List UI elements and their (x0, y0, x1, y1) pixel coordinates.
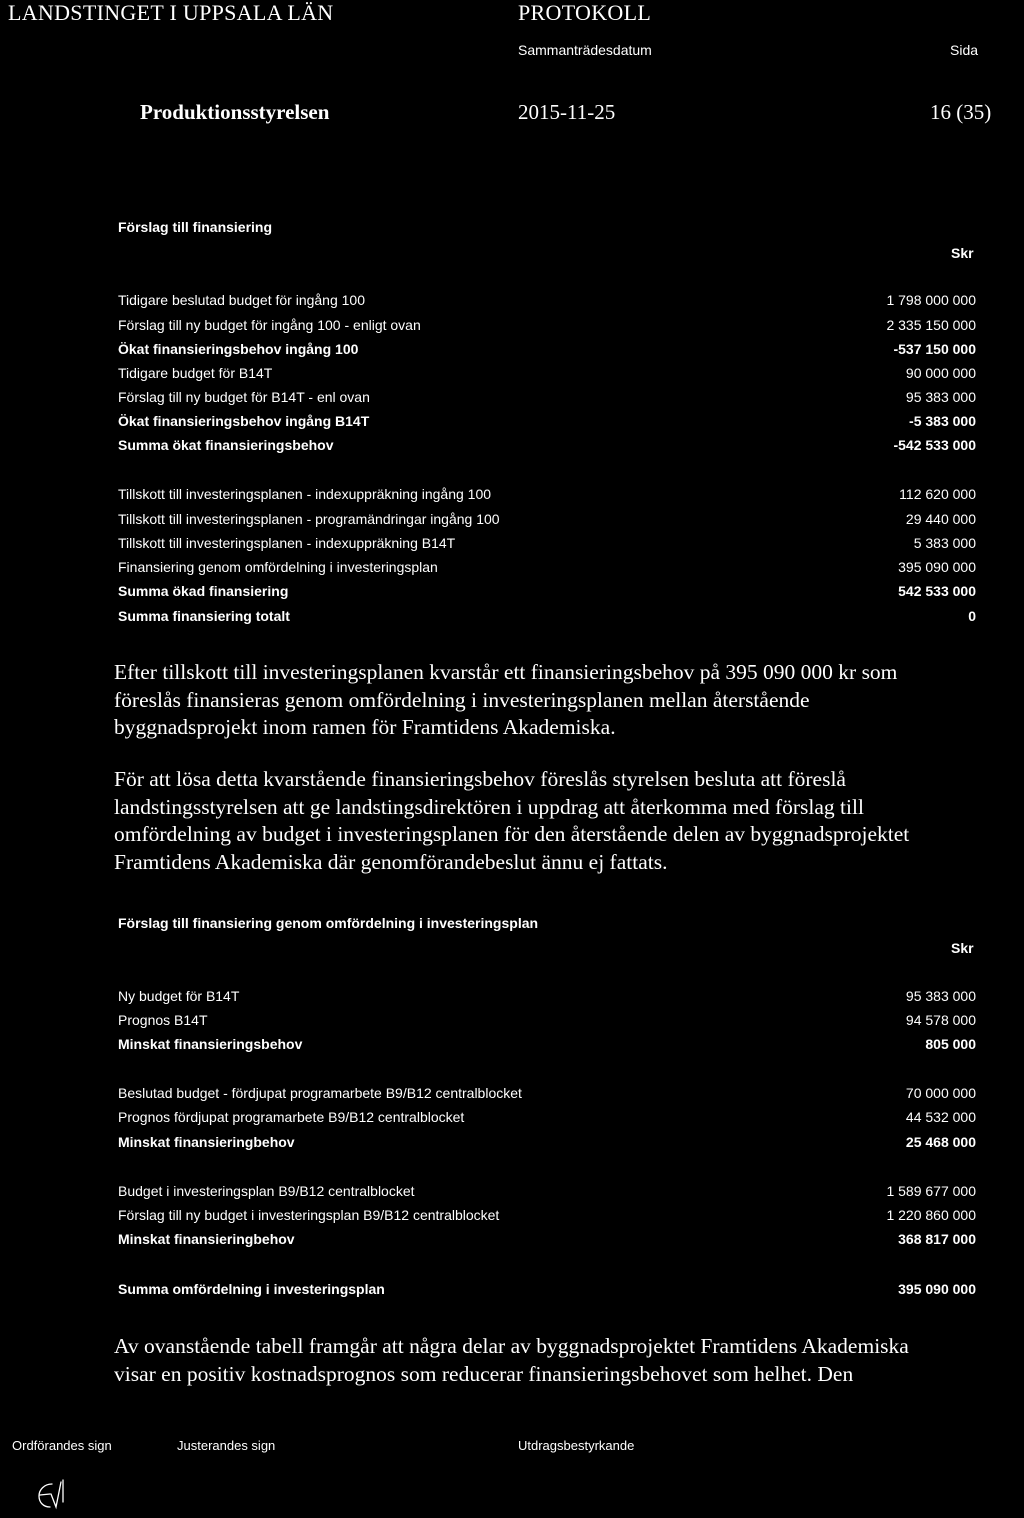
row-value: 94 578 000 (905, 1012, 976, 1028)
row-label: Prognos B14T (118, 1012, 208, 1028)
row-value: 395 090 000 (898, 559, 976, 575)
paragraph-line: Av ovanstående tabell framgår att några delar av byggnadsprojektet Framtidens Akademiska (114, 1334, 909, 1358)
table-row (118, 1281, 976, 1303)
paragraph-proposal (114, 766, 1019, 876)
row-value: 95 383 000 (905, 389, 976, 405)
paragraph-line: Framtidens Akademiska där genomförandebeslut ännu ej fattats. (114, 849, 668, 874)
row-value: 44 532 000 (905, 1109, 976, 1125)
row-label: Ökat finansieringsbehov ingång 100 (118, 341, 359, 357)
table-row (118, 1207, 976, 1229)
row-value: -537 150 000 (893, 341, 976, 357)
row-value: 1 220 860 000 (886, 1207, 976, 1223)
paragraph-line: Efter tillskott till investeringsplanen kvarstår ett finansieringsbehov på 395 090 000 kr som (114, 660, 898, 684)
paragraph-remaining-need (114, 659, 1019, 742)
table-row (118, 988, 976, 1010)
board-name: Produktionsstyrelsen (140, 100, 330, 124)
paragraph-line: landstingsstyrelsen att ge landstingsdirektören i uppdrag att återkomma med förslag till (114, 794, 864, 819)
paragraph-line: omfördelning av budget i investeringsplanen för den återstående delen av byggnadsprojektet (114, 822, 910, 846)
table-row (118, 1231, 976, 1253)
page-number: 16 (35) (930, 100, 992, 124)
row-value: -5 383 000 (909, 413, 976, 429)
paragraph-conclusion (114, 1333, 1019, 1388)
page-label: Sida (950, 42, 979, 58)
paragraph-line: För att lösa detta kvarstående finansieringsbehov föreslås styrelsen besluta att föreslå (114, 767, 846, 791)
row-label: Minskat finansieringbehov (118, 1134, 295, 1150)
row-label: Tidigare beslutad budget för ingång 100 (118, 292, 365, 308)
row-value: 112 620 000 (899, 486, 976, 502)
row-label: Summa ökat finansieringsbehov (118, 437, 334, 453)
table-row (118, 535, 976, 557)
row-label: Ny budget för B14T (118, 988, 240, 1004)
row-value: 90 000 000 (905, 365, 976, 381)
table-row (118, 559, 976, 581)
table-row (118, 1012, 976, 1034)
table-row (118, 292, 976, 314)
document-type: PROTOKOLL (518, 0, 652, 25)
row-label: Tillskott till investeringsplanen - indexuppräkning ingång 100 (118, 486, 492, 502)
paragraph-line: visar en positiv kostnadsprognos som reducerar finansieringsbehovet som helhet. Den (114, 1361, 854, 1386)
meeting-date-label: Sammanträdesdatum (518, 42, 652, 58)
row-label: Förslag till ny budget för B14T - enl ovan (118, 389, 370, 405)
table-row (118, 1183, 976, 1205)
table-row (118, 1036, 976, 1058)
table-row (118, 365, 976, 387)
table-row (118, 1109, 976, 1131)
meeting-date: 2015-11-25 (518, 100, 616, 124)
paragraph-line: föreslås finansieras genom omfördelning i investeringsplanen mellan återstående (114, 687, 810, 712)
table-row (118, 437, 976, 459)
row-label: Förslag till ny budget i investeringsplan B9/B12 centralblocket (118, 1207, 500, 1223)
row-value: 70 000 000 (905, 1085, 976, 1101)
handwritten-signature (30, 1478, 82, 1514)
row-label: Minskat finansieringbehov (118, 1231, 295, 1247)
row-value: 1 589 677 000 (886, 1183, 976, 1199)
table-row (118, 389, 976, 411)
extract-certification-label: Utdragsbestyrkande (518, 1438, 635, 1453)
row-value: 542 533 000 (898, 583, 976, 599)
table-row (118, 413, 976, 435)
row-value: 395 090 000 (898, 1281, 976, 1297)
row-value: 0 (968, 608, 976, 624)
table-row (118, 1085, 976, 1107)
row-value: 368 817 000 (898, 1231, 976, 1247)
row-label: Tillskott till investeringsplanen - indexuppräkning B14T (118, 535, 456, 551)
currency-unit: Skr (951, 940, 974, 956)
row-value: 2 335 150 000 (886, 317, 976, 333)
table-row (118, 511, 976, 533)
table-row (118, 608, 976, 630)
row-value: 1 798 000 000 (886, 292, 976, 308)
row-label: Summa omfördelning i investeringsplan (118, 1281, 385, 1297)
row-label: Tidigare budget för B14T (118, 365, 273, 381)
row-value: -542 533 000 (893, 437, 976, 453)
currency-unit: Skr (951, 245, 974, 261)
table-row (118, 1134, 976, 1156)
row-label: Ökat finansieringsbehov ingång B14T (118, 413, 370, 429)
row-value: 5 383 000 (913, 535, 976, 551)
row-label: Summa finansiering totalt (118, 608, 290, 624)
organization-name: LANDSTINGET I UPPSALA LÄN (8, 0, 334, 25)
row-value: 25 468 000 (905, 1134, 976, 1150)
table-row (118, 317, 976, 339)
paragraph-line: byggnadsprojekt inom ramen för Framtidens Akademiska. (114, 715, 616, 739)
row-label: Finansiering genom omfördelning i investeringsplan (118, 559, 438, 575)
row-label: Budget i investeringsplan B9/B12 centralblocket (118, 1183, 415, 1199)
chair-signature-label: Ordförandes sign (12, 1438, 112, 1453)
row-value: 805 000 (925, 1036, 976, 1052)
row-label: Minskat finansieringsbehov (118, 1036, 303, 1052)
section-title-financing: Förslag till finansiering (118, 219, 273, 235)
table-row (118, 341, 976, 363)
adjuster-signature-label: Justerandes sign (177, 1438, 276, 1453)
table-row (118, 583, 976, 605)
row-label: Prognos fördjupat programarbete B9/B12 centralblocket (118, 1109, 465, 1125)
row-value: 95 383 000 (905, 988, 976, 1004)
table-row (118, 486, 976, 508)
section-title-redistribution: Förslag till finansiering genom omfördelning i investeringsplan (118, 915, 539, 931)
row-value: 29 440 000 (905, 511, 976, 527)
row-label: Tillskott till investeringsplanen - programändringar ingång 100 (118, 511, 500, 527)
row-label: Summa ökad finansiering (118, 583, 289, 599)
row-label: Beslutad budget - fördjupat programarbete B9/B12 centralblocket (118, 1085, 522, 1101)
row-label: Förslag till ny budget för ingång 100 - enligt ovan (118, 317, 421, 333)
